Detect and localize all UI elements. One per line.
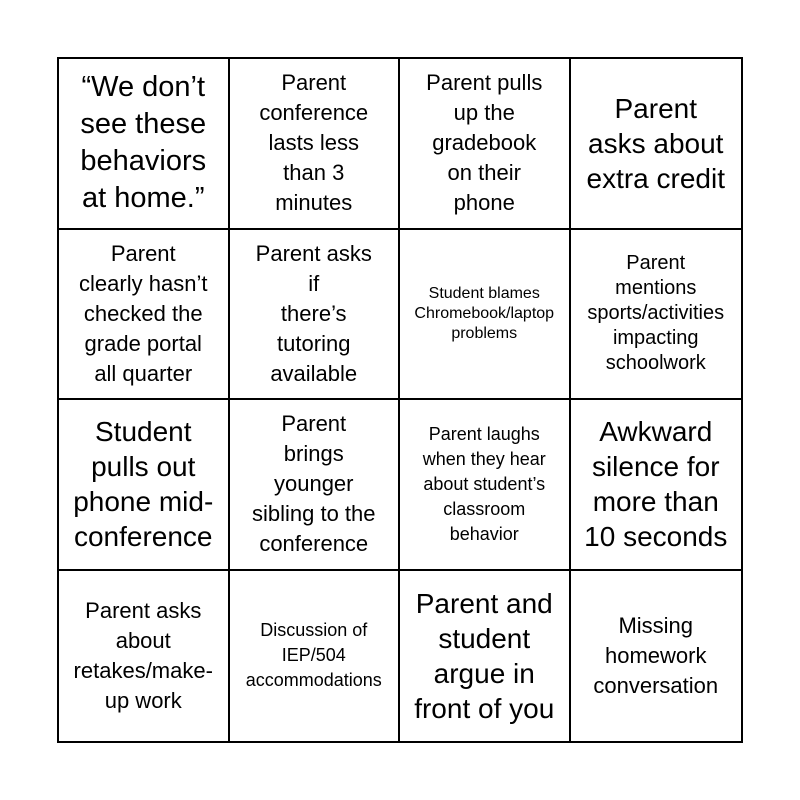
bingo-cell-text: Parent clearly hasn’t checked the grade portal all quarter bbox=[79, 240, 208, 386]
bingo-cell[interactable] bbox=[571, 59, 742, 230]
bingo-cell[interactable] bbox=[400, 59, 571, 230]
bingo-cell[interactable] bbox=[400, 230, 571, 401]
bingo-cell[interactable] bbox=[230, 400, 401, 571]
bingo-cell-text: Parent mentions sports/activities impacting schoolwork bbox=[587, 252, 725, 375]
bingo-cell-text: Awkward silence for more than 10 seconds bbox=[584, 416, 728, 553]
bingo-cell[interactable] bbox=[400, 571, 571, 742]
bingo-cell[interactable] bbox=[59, 400, 230, 571]
bingo-cell-text: Student blames Chromebook/laptop problems bbox=[414, 284, 555, 342]
bingo-cell-text: Parent asks about extra credit bbox=[586, 92, 725, 194]
bingo-cell[interactable] bbox=[571, 571, 742, 742]
bingo-cell[interactable] bbox=[400, 400, 571, 571]
bingo-cell[interactable] bbox=[59, 59, 230, 230]
bingo-cell[interactable] bbox=[230, 571, 401, 742]
bingo-board bbox=[57, 57, 743, 743]
bingo-cell[interactable] bbox=[59, 571, 230, 742]
bingo-cell-text: Parent laughs when they hear about student’s classroom behavior bbox=[422, 423, 546, 544]
bingo-cell[interactable] bbox=[59, 230, 230, 401]
bingo-cell-text: Parent asks if there’s tutoring available bbox=[255, 240, 372, 386]
bingo-cell-text: Parent pulls up the gradebook on their phone bbox=[426, 70, 543, 216]
bingo-cell[interactable] bbox=[571, 230, 742, 401]
bingo-cell[interactable] bbox=[230, 59, 401, 230]
bingo-cell-text: Parent and student argue in front of you bbox=[414, 587, 555, 724]
bingo-cell[interactable] bbox=[230, 230, 401, 401]
bingo-cell-text: Parent asks about retakes/make- up work bbox=[73, 597, 213, 713]
bingo-cell-text: Discussion of IEP/504 accommodations bbox=[245, 620, 382, 691]
bingo-cell-text: Student pulls out phone mid- conference bbox=[73, 416, 214, 553]
bingo-cell-text: Parent conference lasts less than 3 minutes bbox=[259, 70, 369, 216]
bingo-cell[interactable] bbox=[571, 400, 742, 571]
bingo-cell-text: Parent brings younger sibling to the conference bbox=[251, 411, 376, 557]
bingo-cell-text: Missing homework conversation bbox=[593, 612, 719, 698]
bingo-cell-text: “We don’t see these behaviors at home.” bbox=[80, 71, 207, 215]
